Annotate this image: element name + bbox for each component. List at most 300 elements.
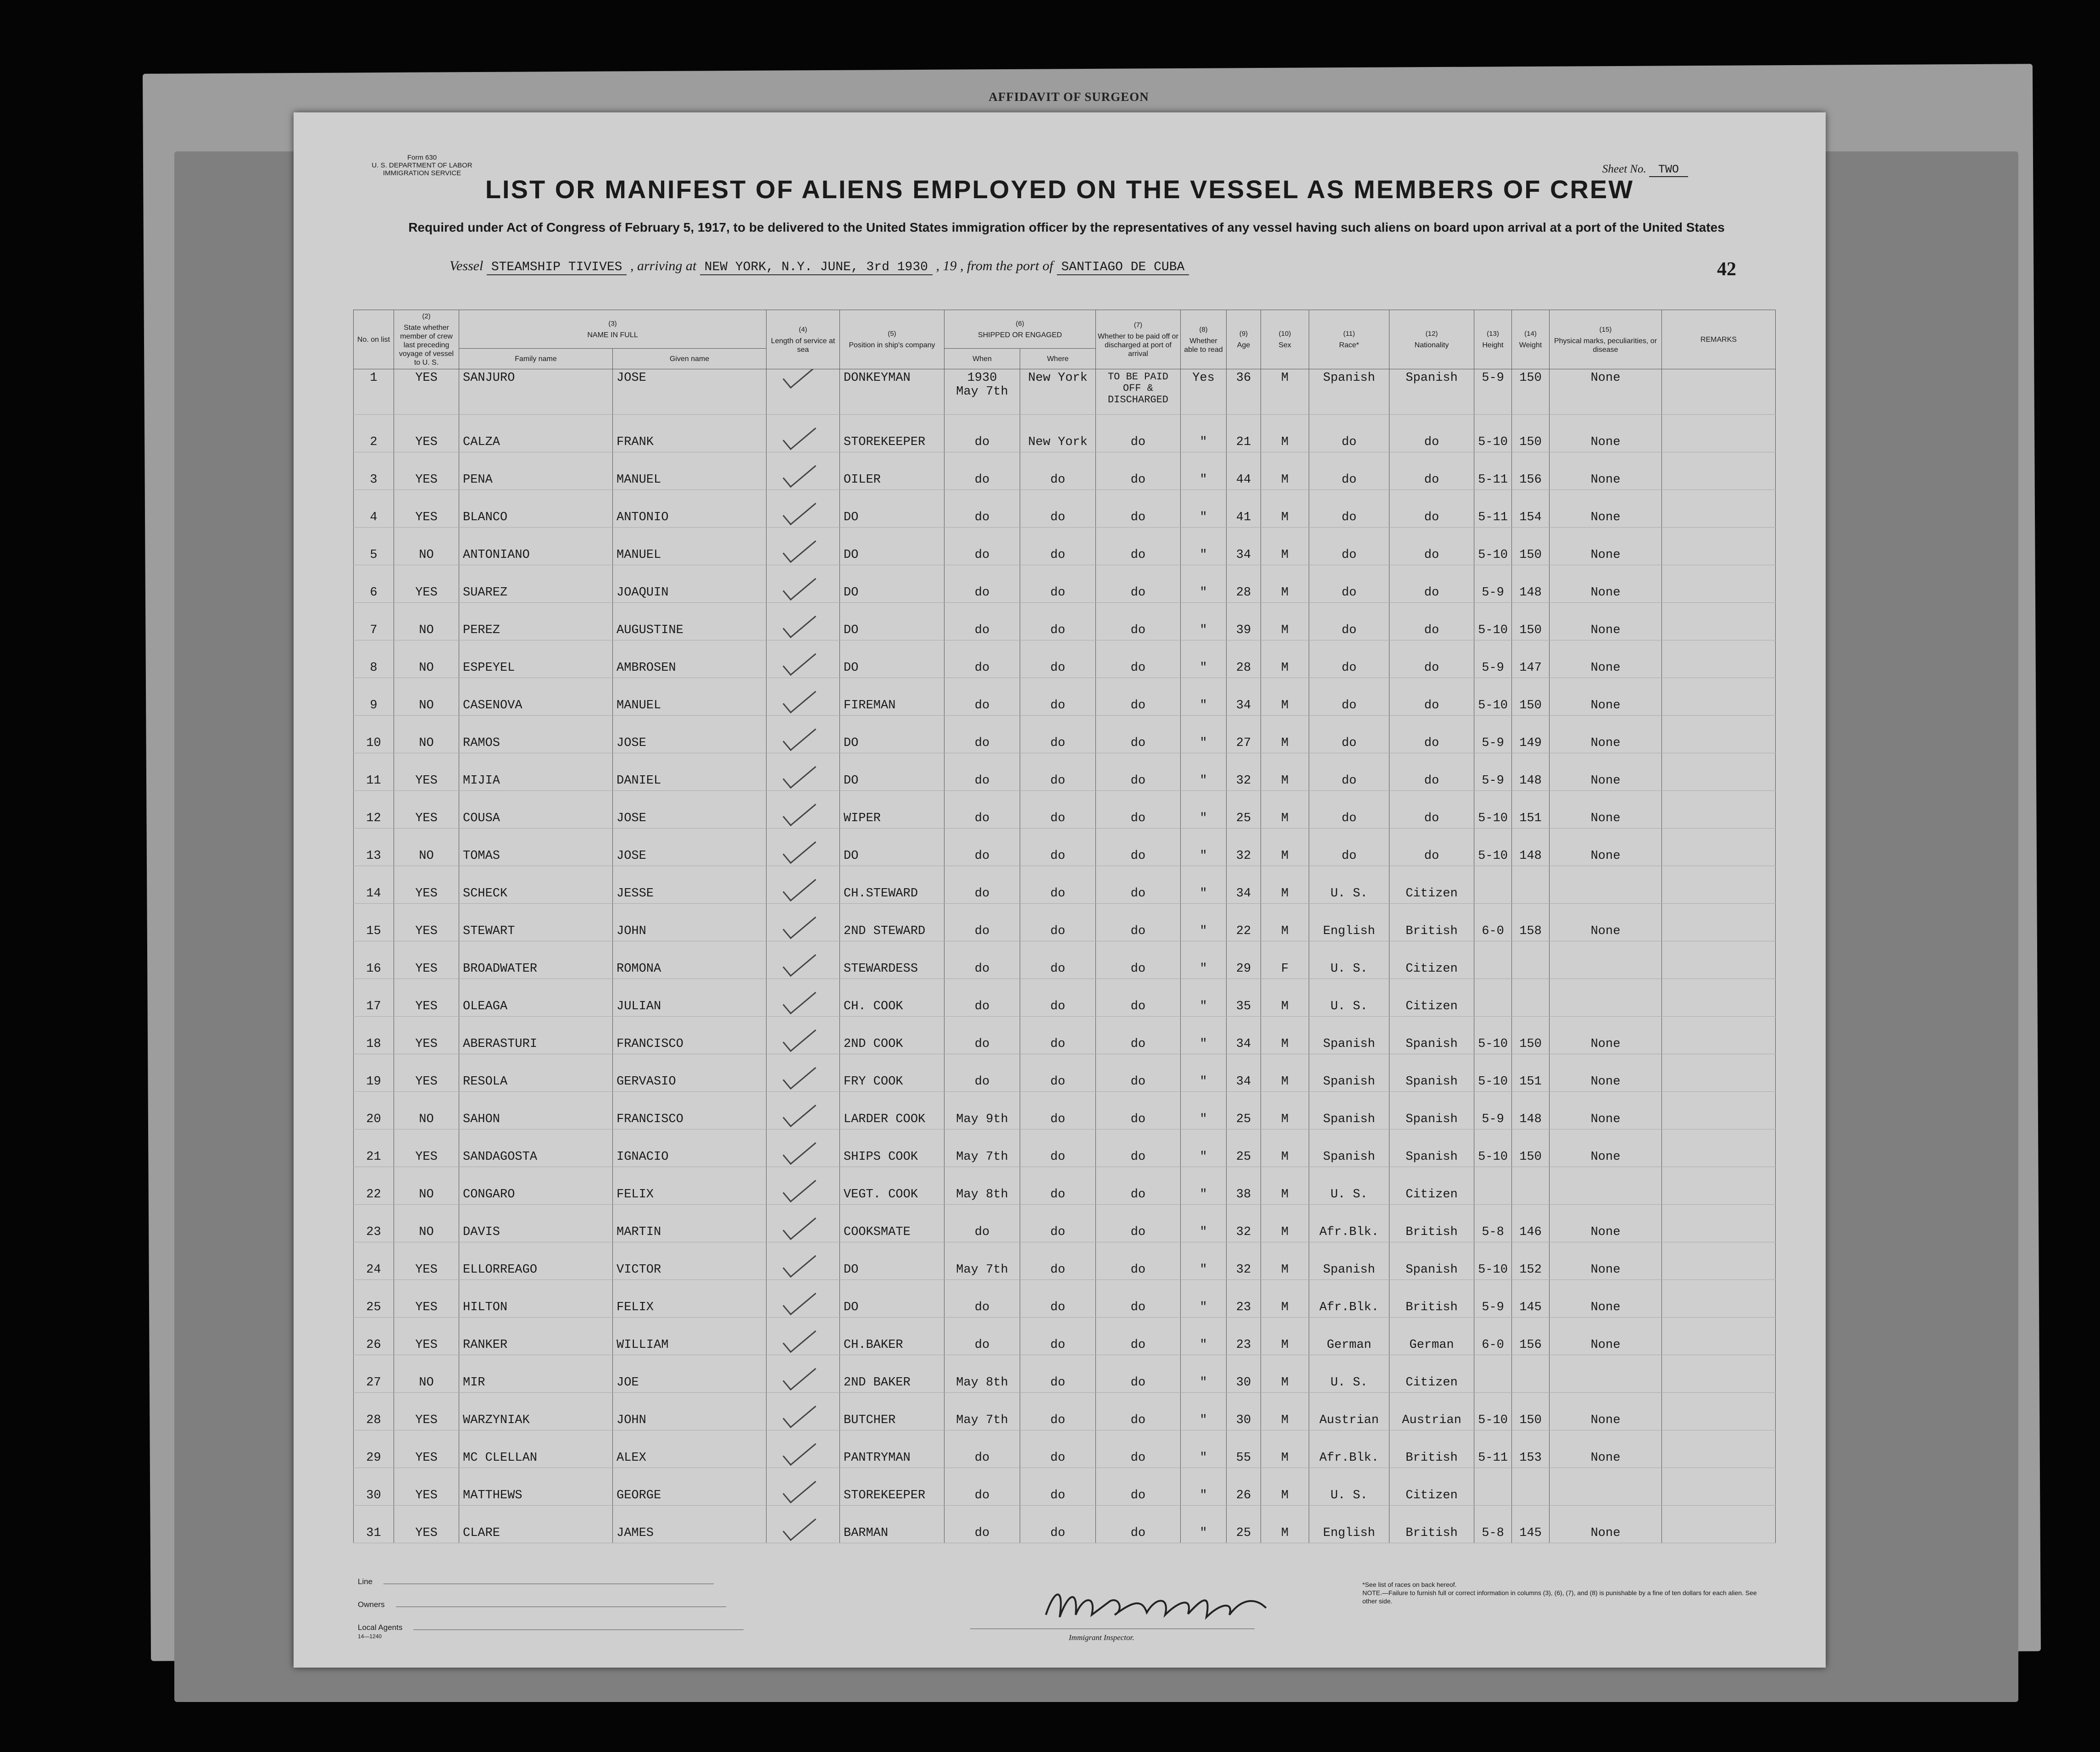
height: 5-10 xyxy=(1474,1242,1512,1280)
race: Spanish xyxy=(1309,1017,1389,1054)
remarks xyxy=(1662,565,1776,603)
shipped-where: New York xyxy=(1020,415,1096,452)
physical-marks: None xyxy=(1550,1506,1662,1543)
shipped-where: do xyxy=(1020,1129,1096,1167)
weight xyxy=(1512,979,1550,1017)
header-given-name: Given name xyxy=(613,349,767,369)
able-to-read: " xyxy=(1181,528,1227,565)
remarks xyxy=(1662,640,1776,678)
height: 5-10 xyxy=(1474,415,1512,452)
paid-off: do xyxy=(1096,490,1181,528)
able-to-read: " xyxy=(1181,1167,1227,1205)
family-name: COUSA xyxy=(459,791,613,829)
nationality: do xyxy=(1389,490,1474,528)
previous-voyage: YES xyxy=(394,490,459,528)
race: U. S. xyxy=(1309,1468,1389,1506)
weight: 148 xyxy=(1512,1092,1550,1129)
crew-rows xyxy=(354,369,1776,1543)
table-row xyxy=(354,565,1776,603)
given-name: FRANK xyxy=(613,415,767,452)
shipped-where: do xyxy=(1020,452,1096,490)
service-check xyxy=(767,603,840,640)
remarks xyxy=(1662,941,1776,979)
remarks xyxy=(1662,490,1776,528)
remarks xyxy=(1662,1318,1776,1355)
nationality: Spanish xyxy=(1389,1129,1474,1167)
nationality: do xyxy=(1389,415,1474,452)
service-check xyxy=(767,829,840,866)
from-label: , from the port of xyxy=(960,258,1053,273)
row-number: 6 xyxy=(354,565,394,603)
sex: M xyxy=(1261,753,1309,791)
previous-voyage: NO xyxy=(394,1092,459,1129)
remarks xyxy=(1662,829,1776,866)
row-number: 17 xyxy=(354,979,394,1017)
shipped-when: 1930 May 7th xyxy=(944,369,1020,415)
shipped-where: do xyxy=(1020,1468,1096,1506)
previous-voyage: YES xyxy=(394,1129,459,1167)
able-to-read: " xyxy=(1181,1242,1227,1280)
row-number: 24 xyxy=(354,1242,394,1280)
previous-voyage: YES xyxy=(394,1393,459,1430)
able-to-read: " xyxy=(1181,678,1227,716)
family-name: ESPEYEL xyxy=(459,640,613,678)
shipped-when: do xyxy=(944,753,1020,791)
header-number: No. on list xyxy=(354,310,394,369)
checkmark-icon xyxy=(783,908,816,940)
page-subtitle: Required under Act of Congress of February 5, 1917, to be delivered to the United States immigration officer by the representatives of any vessel having such aliens on board upon arrival at a port of the United States xyxy=(408,220,1725,234)
header-nationality: (12) Nationality xyxy=(1389,310,1474,369)
height: 5-10 xyxy=(1474,791,1512,829)
physical-marks: None xyxy=(1550,1430,1662,1468)
position: COOKSMATE xyxy=(840,1205,944,1242)
given-name: JOSE xyxy=(613,369,767,415)
able-to-read: " xyxy=(1181,1054,1227,1092)
family-name: HILTON xyxy=(459,1280,613,1318)
table-row xyxy=(354,678,1776,716)
shipped-where: do xyxy=(1020,603,1096,640)
vessel-name: STEAMSHIP TIVIVES xyxy=(487,260,627,275)
form-number: Form 630 xyxy=(407,154,437,161)
able-to-read: " xyxy=(1181,716,1227,753)
checkmark-icon xyxy=(783,1247,816,1278)
shipped-when: do xyxy=(944,904,1020,941)
family-name: OLEAGA xyxy=(459,979,613,1017)
table-row xyxy=(354,1355,1776,1393)
nationality: do xyxy=(1389,452,1474,490)
race: English xyxy=(1309,1506,1389,1543)
race: U. S. xyxy=(1309,866,1389,904)
nationality: do xyxy=(1389,829,1474,866)
remarks xyxy=(1662,1167,1776,1205)
sex: M xyxy=(1261,1430,1309,1468)
position: DO xyxy=(840,565,944,603)
position: DO xyxy=(840,753,944,791)
table-row xyxy=(354,979,1776,1017)
family-name: MC CLELLAN xyxy=(459,1430,613,1468)
physical-marks: None xyxy=(1550,829,1662,866)
race: do xyxy=(1309,640,1389,678)
race: do xyxy=(1309,565,1389,603)
shipped-where: do xyxy=(1020,979,1096,1017)
family-name: CALZA xyxy=(459,415,613,452)
family-name: RESOLA xyxy=(459,1054,613,1092)
age: 55 xyxy=(1227,1430,1261,1468)
height: 5-9 xyxy=(1474,1280,1512,1318)
remarks xyxy=(1662,678,1776,716)
position: BARMAN xyxy=(840,1506,944,1543)
shipped-where: do xyxy=(1020,678,1096,716)
row-number: 8 xyxy=(354,640,394,678)
physical-marks: None xyxy=(1550,1129,1662,1167)
line-field: Line xyxy=(358,1577,714,1586)
able-to-read: " xyxy=(1181,1318,1227,1355)
given-name: WILLIAM xyxy=(613,1318,767,1355)
vessel-line xyxy=(450,258,1752,274)
height: 6-0 xyxy=(1474,1318,1512,1355)
able-to-read: " xyxy=(1181,1280,1227,1318)
position: DO xyxy=(840,829,944,866)
table-row xyxy=(354,1167,1776,1205)
shipped-when: May 7th xyxy=(944,1129,1020,1167)
nationality: British xyxy=(1389,1205,1474,1242)
given-name: JOSE xyxy=(613,829,767,866)
position: DO xyxy=(840,640,944,678)
nationality: Spanish xyxy=(1389,1017,1474,1054)
remarks xyxy=(1662,1280,1776,1318)
weight: 148 xyxy=(1512,829,1550,866)
nationality: Spanish xyxy=(1389,369,1474,415)
table-row xyxy=(354,1506,1776,1543)
shipped-where: do xyxy=(1020,1242,1096,1280)
nationality: Citizen xyxy=(1389,1468,1474,1506)
row-number: 21 xyxy=(354,1129,394,1167)
age: 34 xyxy=(1227,528,1261,565)
arrival-info: NEW YORK, N.Y. JUNE, 3rd 1930 xyxy=(700,260,933,275)
remarks xyxy=(1662,1355,1776,1393)
race: Afr.Blk. xyxy=(1309,1280,1389,1318)
service-check xyxy=(767,640,840,678)
given-name: ANTONIO xyxy=(613,490,767,528)
row-number: 16 xyxy=(354,941,394,979)
physical-marks: None xyxy=(1550,640,1662,678)
previous-voyage: YES xyxy=(394,452,459,490)
checkmark-icon xyxy=(783,758,816,789)
previous-voyage: YES xyxy=(394,1506,459,1543)
row-number: 20 xyxy=(354,1092,394,1129)
header-family-name: Family name xyxy=(459,349,613,369)
service-check xyxy=(767,904,840,941)
family-name: CLARE xyxy=(459,1506,613,1543)
header-race: (11) Race* xyxy=(1309,310,1389,369)
service-check xyxy=(767,1393,840,1430)
sex: M xyxy=(1261,1280,1309,1318)
departure-port: SANTIAGO DE CUBA xyxy=(1057,260,1189,275)
sex: M xyxy=(1261,1242,1309,1280)
race: do xyxy=(1309,452,1389,490)
height: 5-10 xyxy=(1474,678,1512,716)
nationality: Citizen xyxy=(1389,1355,1474,1393)
paid-off: do xyxy=(1096,603,1181,640)
service-check xyxy=(767,1167,840,1205)
position: LARDER COOK xyxy=(840,1092,944,1129)
shipped-where: do xyxy=(1020,1318,1096,1355)
height: 5-9 xyxy=(1474,369,1512,415)
paid-off: do xyxy=(1096,1129,1181,1167)
shipped-when: do xyxy=(944,716,1020,753)
nationality: Spanish xyxy=(1389,1242,1474,1280)
shipped-when: do xyxy=(944,565,1020,603)
position: SHIPS COOK xyxy=(840,1129,944,1167)
row-number: 10 xyxy=(354,716,394,753)
height: 5-10 xyxy=(1474,528,1512,565)
position: WIPER xyxy=(840,791,944,829)
checkmark-icon xyxy=(783,833,816,864)
height: 5-9 xyxy=(1474,716,1512,753)
table-row xyxy=(354,490,1776,528)
age: 44 xyxy=(1227,452,1261,490)
service-check xyxy=(767,1205,840,1242)
position: DO xyxy=(840,528,944,565)
position: CH.STEWARD xyxy=(840,866,944,904)
given-name: FRANCISCO xyxy=(613,1092,767,1129)
nationality: Citizen xyxy=(1389,979,1474,1017)
given-name: MANUEL xyxy=(613,528,767,565)
age: 32 xyxy=(1227,829,1261,866)
shipped-where: do xyxy=(1020,1092,1096,1129)
paid-off: do xyxy=(1096,565,1181,603)
checkmark-icon xyxy=(783,720,816,751)
position: OILER xyxy=(840,452,944,490)
weight: 151 xyxy=(1512,791,1550,829)
previous-voyage: NO xyxy=(394,678,459,716)
paid-off: do xyxy=(1096,1280,1181,1318)
table-row xyxy=(354,1129,1776,1167)
service-check xyxy=(767,979,840,1017)
race: U. S. xyxy=(1309,1167,1389,1205)
sex: M xyxy=(1261,1167,1309,1205)
able-to-read: " xyxy=(1181,1017,1227,1054)
checkmark-icon xyxy=(783,570,816,601)
remarks xyxy=(1662,528,1776,565)
service-check xyxy=(767,490,840,528)
header-where: Where xyxy=(1020,349,1096,369)
age: 30 xyxy=(1227,1393,1261,1430)
header-age: (9) Age xyxy=(1227,310,1261,369)
weight: 146 xyxy=(1512,1205,1550,1242)
physical-marks: None xyxy=(1550,678,1662,716)
service-check xyxy=(767,678,840,716)
paid-off: do xyxy=(1096,1092,1181,1129)
remarks xyxy=(1662,904,1776,941)
previous-voyage: NO xyxy=(394,528,459,565)
sex: M xyxy=(1261,979,1309,1017)
shipped-where: do xyxy=(1020,753,1096,791)
position: DO xyxy=(840,490,944,528)
race: Spanish xyxy=(1309,369,1389,415)
shipped-where: do xyxy=(1020,640,1096,678)
age: 28 xyxy=(1227,565,1261,603)
shipped-where: do xyxy=(1020,1393,1096,1430)
header-service-length: (4) Length of service at sea xyxy=(767,310,840,369)
nationality: do xyxy=(1389,565,1474,603)
race: Spanish xyxy=(1309,1054,1389,1092)
race: U. S. xyxy=(1309,979,1389,1017)
remarks xyxy=(1662,979,1776,1017)
physical-marks: None xyxy=(1550,1017,1662,1054)
remarks xyxy=(1662,1092,1776,1129)
paid-off: do xyxy=(1096,1017,1181,1054)
year-entry: 1930 xyxy=(967,371,997,385)
paid-off: do xyxy=(1096,1355,1181,1393)
shipped-when: do xyxy=(944,528,1020,565)
shipped-where: do xyxy=(1020,1506,1096,1543)
service-check xyxy=(767,369,840,415)
row-number: 18 xyxy=(354,1017,394,1054)
family-name: WARZYNIAK xyxy=(459,1393,613,1430)
table-row xyxy=(354,791,1776,829)
shipped-when: do xyxy=(944,979,1020,1017)
age: 36 xyxy=(1227,369,1261,415)
shipped-where: do xyxy=(1020,1017,1096,1054)
race: German xyxy=(1309,1318,1389,1355)
physical-marks: None xyxy=(1550,603,1662,640)
checkmark-icon xyxy=(783,1134,816,1165)
physical-marks: None xyxy=(1550,1393,1662,1430)
shipped-where: do xyxy=(1020,1355,1096,1393)
weight xyxy=(1512,941,1550,979)
family-name: PENA xyxy=(459,452,613,490)
header-remarks: REMARKS xyxy=(1662,310,1776,369)
table-row xyxy=(354,415,1776,452)
family-name: MATTHEWS xyxy=(459,1468,613,1506)
row-number: 28 xyxy=(354,1393,394,1430)
shipped-where: do xyxy=(1020,866,1096,904)
table-row xyxy=(354,1054,1776,1092)
year-label: , 19 xyxy=(936,258,957,273)
previous-voyage: NO xyxy=(394,1355,459,1393)
shipped-when: do xyxy=(944,452,1020,490)
checkmark-icon xyxy=(783,1322,816,1353)
age: 32 xyxy=(1227,1242,1261,1280)
physical-marks: None xyxy=(1550,1280,1662,1318)
physical-marks: None xyxy=(1550,904,1662,941)
family-name: ABERASTURI xyxy=(459,1017,613,1054)
position: CH. COOK xyxy=(840,979,944,1017)
previous-voyage: YES xyxy=(394,415,459,452)
service-check xyxy=(767,528,840,565)
checkmark-icon xyxy=(783,532,816,563)
height: 5-10 xyxy=(1474,1129,1512,1167)
able-to-read: " xyxy=(1181,1092,1227,1129)
family-name: PEREZ xyxy=(459,603,613,640)
age: 34 xyxy=(1227,866,1261,904)
shipped-when: do xyxy=(944,1506,1020,1543)
age: 25 xyxy=(1227,1092,1261,1129)
sex: M xyxy=(1261,791,1309,829)
age: 22 xyxy=(1227,904,1261,941)
family-name: CASENOVA xyxy=(459,678,613,716)
checkmark-icon xyxy=(783,1473,816,1504)
header-physical-marks: (15) Physical marks, peculiarities, or disease xyxy=(1550,310,1662,369)
shipped-when: do xyxy=(944,603,1020,640)
physical-marks: None xyxy=(1550,369,1662,415)
paid-off: do xyxy=(1096,791,1181,829)
paid-off: do xyxy=(1096,1205,1181,1242)
given-name: JOSE xyxy=(613,791,767,829)
remarks xyxy=(1662,1242,1776,1280)
position: 2ND STEWARD xyxy=(840,904,944,941)
sex: F xyxy=(1261,941,1309,979)
family-name: RANKER xyxy=(459,1318,613,1355)
family-name: MIR xyxy=(459,1355,613,1393)
shipped-when: do xyxy=(944,866,1020,904)
height: 5-10 xyxy=(1474,829,1512,866)
row-number: 13 xyxy=(354,829,394,866)
race: Afr.Blk. xyxy=(1309,1205,1389,1242)
paid-off: do xyxy=(1096,716,1181,753)
height: 5-9 xyxy=(1474,565,1512,603)
service-check xyxy=(767,452,840,490)
shipped-where: do xyxy=(1020,1167,1096,1205)
paid-off: do xyxy=(1096,1167,1181,1205)
service-check xyxy=(767,1355,840,1393)
sex: M xyxy=(1261,1506,1309,1543)
race: do xyxy=(1309,829,1389,866)
table-row xyxy=(354,753,1776,791)
paid-off-entry: TO BE PAID OFF & xyxy=(1107,371,1169,394)
table-row xyxy=(354,1318,1776,1355)
service-check xyxy=(767,1468,840,1506)
paid-off: do xyxy=(1096,1393,1181,1430)
paid-off: do xyxy=(1096,866,1181,904)
given-name: JULIAN xyxy=(613,979,767,1017)
checkmark-icon xyxy=(783,419,816,451)
nationality: do xyxy=(1389,603,1474,640)
form-block xyxy=(353,154,491,177)
row-number: 22 xyxy=(354,1167,394,1205)
previous-voyage: YES xyxy=(394,941,459,979)
nationality: German xyxy=(1389,1318,1474,1355)
position: FRY COOK xyxy=(840,1054,944,1092)
paid-off: do xyxy=(1096,1242,1181,1280)
remarks xyxy=(1662,1393,1776,1430)
row-number: 3 xyxy=(354,452,394,490)
crew-manifest-table xyxy=(353,310,1776,1543)
sex: M xyxy=(1261,528,1309,565)
age: 27 xyxy=(1227,716,1261,753)
race: U. S. xyxy=(1309,1355,1389,1393)
remarks xyxy=(1662,415,1776,452)
checkmark-icon xyxy=(783,683,816,714)
header-paid-off: (7) Whether to be paid off or discharged at port of arrival xyxy=(1096,310,1181,369)
able-to-read: " xyxy=(1181,829,1227,866)
paid-off: do xyxy=(1096,829,1181,866)
previous-voyage: YES xyxy=(394,866,459,904)
nationality: do xyxy=(1389,528,1474,565)
physical-marks: None xyxy=(1550,791,1662,829)
sheet-number-label: Sheet No. xyxy=(1602,163,1646,175)
physical-marks: None xyxy=(1550,528,1662,565)
table-row xyxy=(354,369,1776,415)
header-name: (3) NAME IN FULL xyxy=(459,310,767,349)
able-to-read: " xyxy=(1181,904,1227,941)
shipped-when: do xyxy=(944,1205,1020,1242)
row-number: 27 xyxy=(354,1355,394,1393)
sex: M xyxy=(1261,1054,1309,1092)
height xyxy=(1474,1167,1512,1205)
nationality: Citizen xyxy=(1389,941,1474,979)
